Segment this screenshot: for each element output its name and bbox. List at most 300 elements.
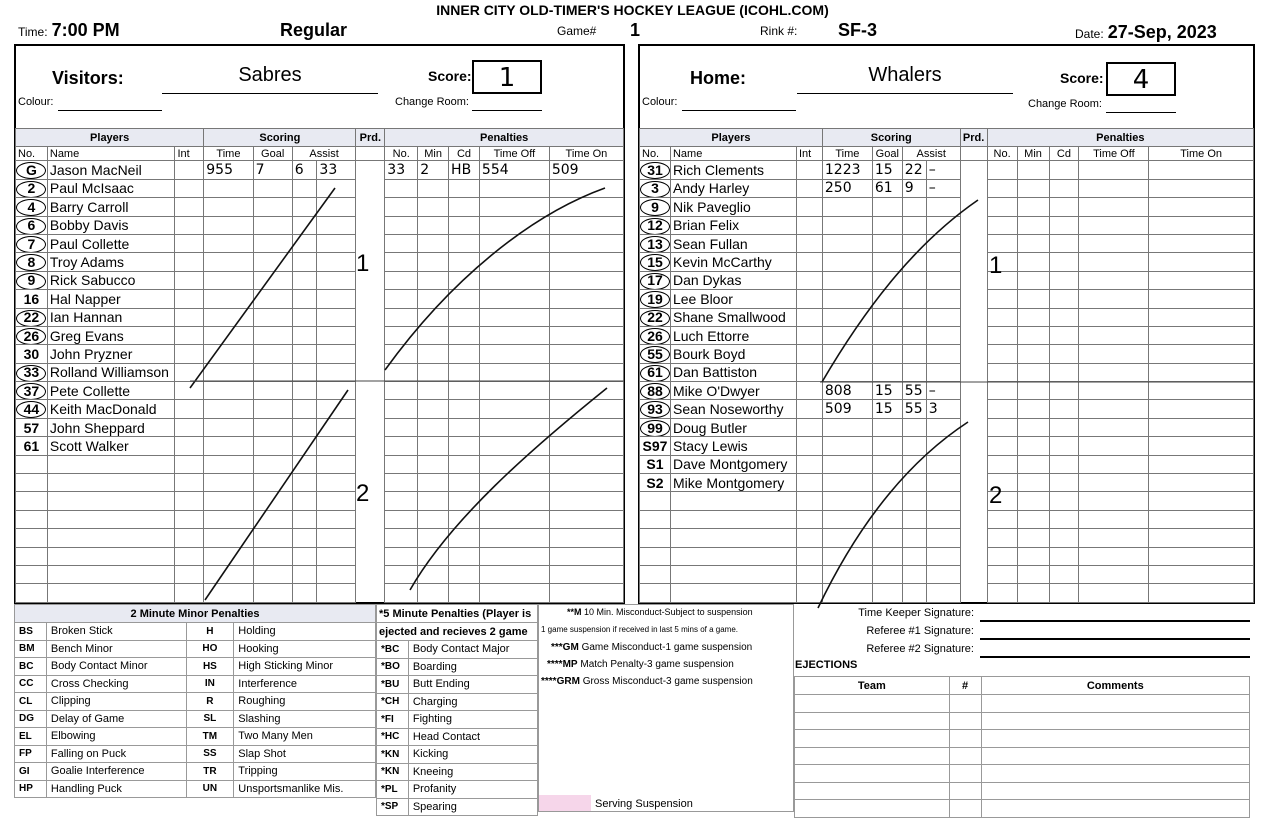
- assist-1: [902, 418, 926, 436]
- ref1-signature-line[interactable]: [980, 638, 1250, 640]
- penalty-legend-row: [377, 746, 538, 764]
- player-name: Scott Walker: [47, 437, 175, 455]
- penalty-code: [1049, 474, 1079, 492]
- player-name: Stacy Lewis: [670, 437, 796, 455]
- ejection-team-cell[interactable]: [795, 747, 950, 765]
- player-name: Nik Paveglio: [670, 198, 796, 216]
- penalty-time-off: [1079, 161, 1149, 179]
- penalty-time-off: [1079, 565, 1149, 583]
- penalty-code: [449, 290, 480, 308]
- goal-scorer: 15: [872, 161, 902, 179]
- player-int: [175, 198, 204, 216]
- player-int: [175, 161, 204, 179]
- signature-box: [794, 604, 1250, 658]
- period-cell: [356, 198, 385, 216]
- period-cell: [960, 437, 987, 455]
- ejection-num-cell[interactable]: [949, 712, 981, 730]
- penalty-min: [1017, 216, 1049, 234]
- penalty-min: [1017, 290, 1049, 308]
- penalty-player: 33: [385, 161, 418, 179]
- penalty-code: CL: [15, 693, 47, 711]
- goal-scorer: [253, 271, 292, 289]
- goal-scorer: [872, 437, 902, 455]
- player-name: Brian Felix: [670, 216, 796, 234]
- period-cell: [960, 547, 987, 565]
- assist-1: [292, 547, 317, 565]
- penalty-time-off: [1079, 510, 1149, 528]
- assist-2: 33: [317, 161, 356, 179]
- penalty-description: Spearing: [408, 798, 537, 816]
- penalty-code: [1049, 400, 1079, 418]
- goal-time: [822, 363, 872, 381]
- player-int: [175, 382, 204, 400]
- penalty-description: Delay of Game: [46, 710, 186, 728]
- penalty-player: [385, 179, 418, 197]
- player-number: [640, 584, 671, 602]
- penalty-code: [1049, 510, 1079, 528]
- penalty-time-off: [479, 418, 549, 436]
- assist-1: [902, 198, 926, 216]
- col-assist: Assist: [292, 147, 356, 161]
- player-name: Rick Sabucco: [47, 271, 175, 289]
- table-row: [640, 418, 1254, 436]
- circle-mark: [16, 328, 46, 345]
- player-number: [16, 474, 48, 492]
- ref2-signature-label: Referee #2 Signature:: [866, 643, 974, 655]
- circle-mark: [640, 254, 670, 271]
- period-cell: [960, 234, 987, 252]
- penalty-min: [1017, 437, 1049, 455]
- ejection-comment-cell[interactable]: [981, 712, 1249, 730]
- goal-scorer: [872, 418, 902, 436]
- penalty-min: [418, 437, 449, 455]
- goal-time: [822, 418, 872, 436]
- penalty-legend-row: [15, 780, 376, 798]
- assist-2: [317, 308, 356, 326]
- assist-1: [902, 510, 926, 528]
- player-number: [640, 492, 671, 510]
- penalty-code: *BO: [377, 658, 409, 676]
- col-min: Min: [1017, 147, 1049, 161]
- circle-mark: [640, 383, 670, 400]
- player-name: Greg Evans: [47, 326, 175, 344]
- penalty-time-on: [1149, 455, 1254, 473]
- ejection-team-cell[interactable]: [795, 695, 950, 713]
- ejection-num-cell[interactable]: [949, 730, 981, 748]
- game-value: 1: [630, 20, 641, 40]
- penalty-code: [1049, 198, 1079, 216]
- ejection-team-cell[interactable]: [795, 800, 950, 818]
- penalty-time-on: [1149, 363, 1254, 381]
- penalty-min: [418, 400, 449, 418]
- penalty-code: [449, 253, 480, 271]
- player-number: [16, 510, 48, 528]
- circle-mark: [16, 162, 46, 179]
- assist-1: [902, 216, 926, 234]
- assist-2: [926, 290, 960, 308]
- ejection-num-cell[interactable]: [949, 747, 981, 765]
- penalty-legend-row: [15, 623, 376, 641]
- ejection-comment-cell[interactable]: [981, 695, 1249, 713]
- penalty-time-on: [1149, 474, 1254, 492]
- assist-2: [926, 326, 960, 344]
- period-cell: [356, 290, 385, 308]
- grm-text: Gross Misconduct-3 game suspension: [582, 676, 753, 687]
- penalty-min: [418, 198, 449, 216]
- player-name: Dan Dykas: [670, 271, 796, 289]
- player-int: [175, 547, 204, 565]
- ejection-team-cell[interactable]: [795, 712, 950, 730]
- mp-code: ****MP: [547, 659, 578, 670]
- assist-2: [926, 216, 960, 234]
- ejection-num-cell[interactable]: [949, 765, 981, 783]
- penalty-time-off: [479, 253, 549, 271]
- circle-mark: [16, 199, 46, 216]
- assist-2: [317, 216, 356, 234]
- penalty-code: [449, 547, 480, 565]
- penalty-min: [418, 492, 449, 510]
- assist-1: [292, 418, 317, 436]
- ejection-row: [795, 712, 1250, 730]
- player-int: [796, 584, 822, 602]
- penalty-time-on: [549, 547, 623, 565]
- goal-scorer: [253, 547, 292, 565]
- penalty-description: Two Many Men: [234, 728, 376, 746]
- goal-scorer: 61: [872, 179, 902, 197]
- goal-scorer: [253, 437, 292, 455]
- home-period-1: 1: [989, 252, 1003, 279]
- assist-1: 9: [902, 179, 926, 197]
- assist-1: [902, 326, 926, 344]
- penalty-description: Interference: [234, 675, 376, 693]
- ejection-team-cell[interactable]: [795, 782, 950, 800]
- player-name: [47, 510, 175, 528]
- player-int: [796, 308, 822, 326]
- assist-1: [292, 253, 317, 271]
- penalty-legend-row: [15, 745, 376, 763]
- col-no: No.: [640, 147, 671, 161]
- goal-scorer: [253, 326, 292, 344]
- ejection-num-cell[interactable]: [949, 695, 981, 713]
- penalty-player: [987, 326, 1017, 344]
- penalty-code: BC: [15, 658, 47, 676]
- ejection-comment-cell[interactable]: [981, 765, 1249, 783]
- penalty-description: Slashing: [234, 710, 376, 728]
- goal-time: [204, 455, 253, 473]
- ejection-num-cell[interactable]: [949, 800, 981, 818]
- penalty-min: [1017, 510, 1049, 528]
- assist-2: [317, 510, 356, 528]
- player-number: 88: [640, 382, 671, 400]
- penalty-code: [1049, 437, 1079, 455]
- assist-1: [292, 308, 317, 326]
- penalty-min: 2: [418, 161, 449, 179]
- ejection-comment-cell[interactable]: [981, 800, 1249, 818]
- ejection-comment-cell[interactable]: [981, 782, 1249, 800]
- player-name: Mike Montgomery: [670, 474, 796, 492]
- goal-scorer: [253, 474, 292, 492]
- player-int: [796, 565, 822, 583]
- penalty-time-off: [1079, 363, 1149, 381]
- penalty-player: [385, 529, 418, 547]
- visitors-colour-field: [58, 96, 162, 111]
- penalty-code: [1049, 234, 1079, 252]
- assist-1: 22: [902, 161, 926, 179]
- rink-value: SF-3: [838, 20, 878, 40]
- player-number: 26: [16, 326, 48, 344]
- player-int: [796, 326, 822, 344]
- ejection-num-cell[interactable]: [949, 782, 981, 800]
- assist-1: [902, 253, 926, 271]
- goal-time: [204, 510, 253, 528]
- penalty-time-on: [549, 290, 623, 308]
- assist-1: 6: [292, 161, 317, 179]
- penalty-time-on: [549, 234, 623, 252]
- assist-2: [926, 565, 960, 583]
- penalties-header: Penalties: [987, 129, 1253, 147]
- penalty-code: [449, 179, 480, 197]
- penalty-min: [418, 216, 449, 234]
- player-name: [670, 565, 796, 583]
- player-number: [640, 529, 671, 547]
- assist-2: [926, 547, 960, 565]
- penalty-min: [418, 455, 449, 473]
- player-int: [796, 455, 822, 473]
- goal-scorer: [253, 382, 292, 400]
- assist-1: [292, 216, 317, 234]
- player-number: 30: [16, 345, 48, 363]
- period-cell: [960, 382, 987, 400]
- assist-2: [317, 474, 356, 492]
- penalty-time-off: [1079, 584, 1149, 602]
- ejections-table: [794, 676, 1250, 818]
- player-name: [47, 455, 175, 473]
- player-name: [47, 474, 175, 492]
- penalty-description: Kneeing: [408, 763, 537, 781]
- penalty-player: [385, 382, 418, 400]
- penalty-min: [418, 290, 449, 308]
- penalty-time-on: [1149, 547, 1254, 565]
- penalty-code: TM: [186, 728, 234, 746]
- assist-1: [292, 382, 317, 400]
- goal-time: [822, 547, 872, 565]
- penalty-code: *CH: [377, 693, 409, 711]
- penalty-time-off: [1079, 382, 1149, 400]
- goal-time: [204, 437, 253, 455]
- penalty-time-on: [549, 345, 623, 363]
- goal-scorer: [872, 565, 902, 583]
- penalty-time-off: [479, 363, 549, 381]
- visitors-label: Visitors:: [52, 68, 124, 88]
- timekeeper-signature-line[interactable]: [980, 620, 1250, 622]
- penalty-code: *BU: [377, 676, 409, 694]
- assist-1: [902, 234, 926, 252]
- ref2-signature-line[interactable]: [980, 656, 1250, 658]
- penalty-time-off: [1079, 345, 1149, 363]
- ref1-signature-label: Referee #1 Signature:: [866, 625, 974, 637]
- penalty-player: [385, 437, 418, 455]
- ejection-team-cell[interactable]: [795, 730, 950, 748]
- assist-1: [292, 290, 317, 308]
- table-row: [640, 363, 1254, 381]
- table-row: [16, 161, 624, 179]
- ejection-comment-cell[interactable]: [981, 747, 1249, 765]
- penalty-time-on: [549, 363, 623, 381]
- penalty-player: [987, 198, 1017, 216]
- table-row: [640, 547, 1254, 565]
- penalty-player: [385, 492, 418, 510]
- goal-time: [822, 253, 872, 271]
- player-number: 57: [16, 418, 48, 436]
- m-text: 10 Min. Misconduct-Subject to suspension: [584, 607, 753, 617]
- penalty-time-off: [1079, 418, 1149, 436]
- period-cell: [960, 308, 987, 326]
- penalty-min: [418, 326, 449, 344]
- visitors-change-room-label: Change Room:: [395, 96, 469, 108]
- ejections-title: EJECTIONS: [795, 659, 858, 671]
- penalty-code: TR: [186, 763, 234, 781]
- penalty-legend-row: [377, 711, 538, 729]
- goal-time: [822, 234, 872, 252]
- period-cell: [356, 455, 385, 473]
- serving-swatch: [539, 795, 591, 811]
- goal-scorer: [253, 565, 292, 583]
- player-name: Luch Ettorre: [670, 326, 796, 344]
- period-cell: [356, 326, 385, 344]
- home-label: Home:: [690, 68, 747, 88]
- penalty-time-on: [1149, 308, 1254, 326]
- assist-1: [292, 271, 317, 289]
- penalty-code: [449, 216, 480, 234]
- penalty-code: [1049, 345, 1079, 363]
- penalty-code: [449, 400, 480, 418]
- penalty-code: [449, 584, 480, 602]
- player-int: [175, 253, 204, 271]
- penalties-header: Penalties: [385, 129, 624, 147]
- player-int: [796, 345, 822, 363]
- penalty-code: *BC: [377, 641, 409, 659]
- circle-mark: [640, 346, 670, 363]
- player-number: 22: [640, 308, 671, 326]
- ejection-team-cell[interactable]: [795, 765, 950, 783]
- goal-scorer: [872, 492, 902, 510]
- table-row: [640, 529, 1254, 547]
- penalty-time-on: [1149, 234, 1254, 252]
- penalty-player: [987, 400, 1017, 418]
- circle-mark: [640, 162, 670, 179]
- penalty-player: [987, 510, 1017, 528]
- goal-time: [204, 290, 253, 308]
- assist-2: [317, 253, 356, 271]
- penalty-legend-row: [377, 641, 538, 659]
- player-int: [175, 474, 204, 492]
- assist-2: [926, 271, 960, 289]
- assist-1: [292, 345, 317, 363]
- assist-2: [926, 308, 960, 326]
- assist-1: 55: [902, 382, 926, 400]
- penalty-min: [1017, 584, 1049, 602]
- penalty-time-on: [1149, 216, 1254, 234]
- home-team-name: Whalers: [797, 64, 1013, 94]
- penalty-time-off: [1079, 271, 1149, 289]
- penalty-time-off: [1079, 492, 1149, 510]
- penalty-code: [1049, 529, 1079, 547]
- penalty-code: *PL: [377, 781, 409, 799]
- penalty-min: [1017, 492, 1049, 510]
- assist-2: [317, 290, 356, 308]
- player-int: [175, 529, 204, 547]
- penalty-time-off: [479, 271, 549, 289]
- ejections-num-header: #: [949, 677, 981, 695]
- grm-code: ****GRM: [541, 676, 580, 687]
- penalty-description: Body Contact Minor: [46, 658, 186, 676]
- penalty-legend-row: [15, 693, 376, 711]
- penalty-description: Butt Ending: [408, 676, 537, 694]
- date-value: 27-Sep, 2023: [1107, 22, 1217, 42]
- player-name: Jason MacNeil: [47, 161, 175, 179]
- goal-time: [822, 474, 872, 492]
- assist-2: [926, 510, 960, 528]
- period-cell: [960, 418, 987, 436]
- visitors-change-room-field: [472, 96, 542, 111]
- player-name: Rolland Williamson: [47, 363, 175, 381]
- visitors-score: 1: [472, 60, 542, 94]
- penalty-code: [1049, 363, 1079, 381]
- player-name: Andy Harley: [670, 179, 796, 197]
- ejection-comment-cell[interactable]: [981, 730, 1249, 748]
- player-number: 6: [16, 216, 48, 234]
- penalty-time-off: [1079, 455, 1149, 473]
- goal-time: [822, 326, 872, 344]
- penalty-legend-row: [15, 658, 376, 676]
- player-number: 2: [16, 179, 48, 197]
- penalty-description: Slap Shot: [234, 745, 376, 763]
- penalty-legend-row: [377, 676, 538, 694]
- assist-1: [292, 584, 317, 602]
- goal-scorer: [253, 418, 292, 436]
- gm-code: ***GM: [551, 642, 579, 653]
- assist-2: [317, 326, 356, 344]
- player-number: S97: [640, 437, 671, 455]
- goal-time: [822, 455, 872, 473]
- assist-1: [902, 437, 926, 455]
- visitors-period-1: 1: [356, 250, 370, 277]
- goal-scorer: [872, 547, 902, 565]
- period-cell: [960, 474, 987, 492]
- player-number: G: [16, 161, 48, 179]
- goal-scorer: [872, 455, 902, 473]
- player-int: [796, 418, 822, 436]
- game-field: Game#: [557, 24, 597, 38]
- visitors-score-label: Score:: [428, 68, 472, 84]
- period-cell: [960, 363, 987, 381]
- goal-time: [822, 510, 872, 528]
- penalty-player: [987, 565, 1017, 583]
- penalty-min: [1017, 455, 1049, 473]
- major-header-1: *5 Minute Penalties (Player is: [377, 605, 538, 623]
- goal-scorer: 15: [872, 400, 902, 418]
- penalty-min: [1017, 382, 1049, 400]
- period-cell: [960, 529, 987, 547]
- assist-1: [292, 492, 317, 510]
- circle-mark: [640, 310, 670, 327]
- penalty-player: [385, 253, 418, 271]
- goal-time: 250: [822, 179, 872, 197]
- assist-1: 55: [902, 400, 926, 418]
- assist-1: [902, 529, 926, 547]
- col-no: No.: [16, 147, 48, 161]
- table-row: [16, 437, 624, 455]
